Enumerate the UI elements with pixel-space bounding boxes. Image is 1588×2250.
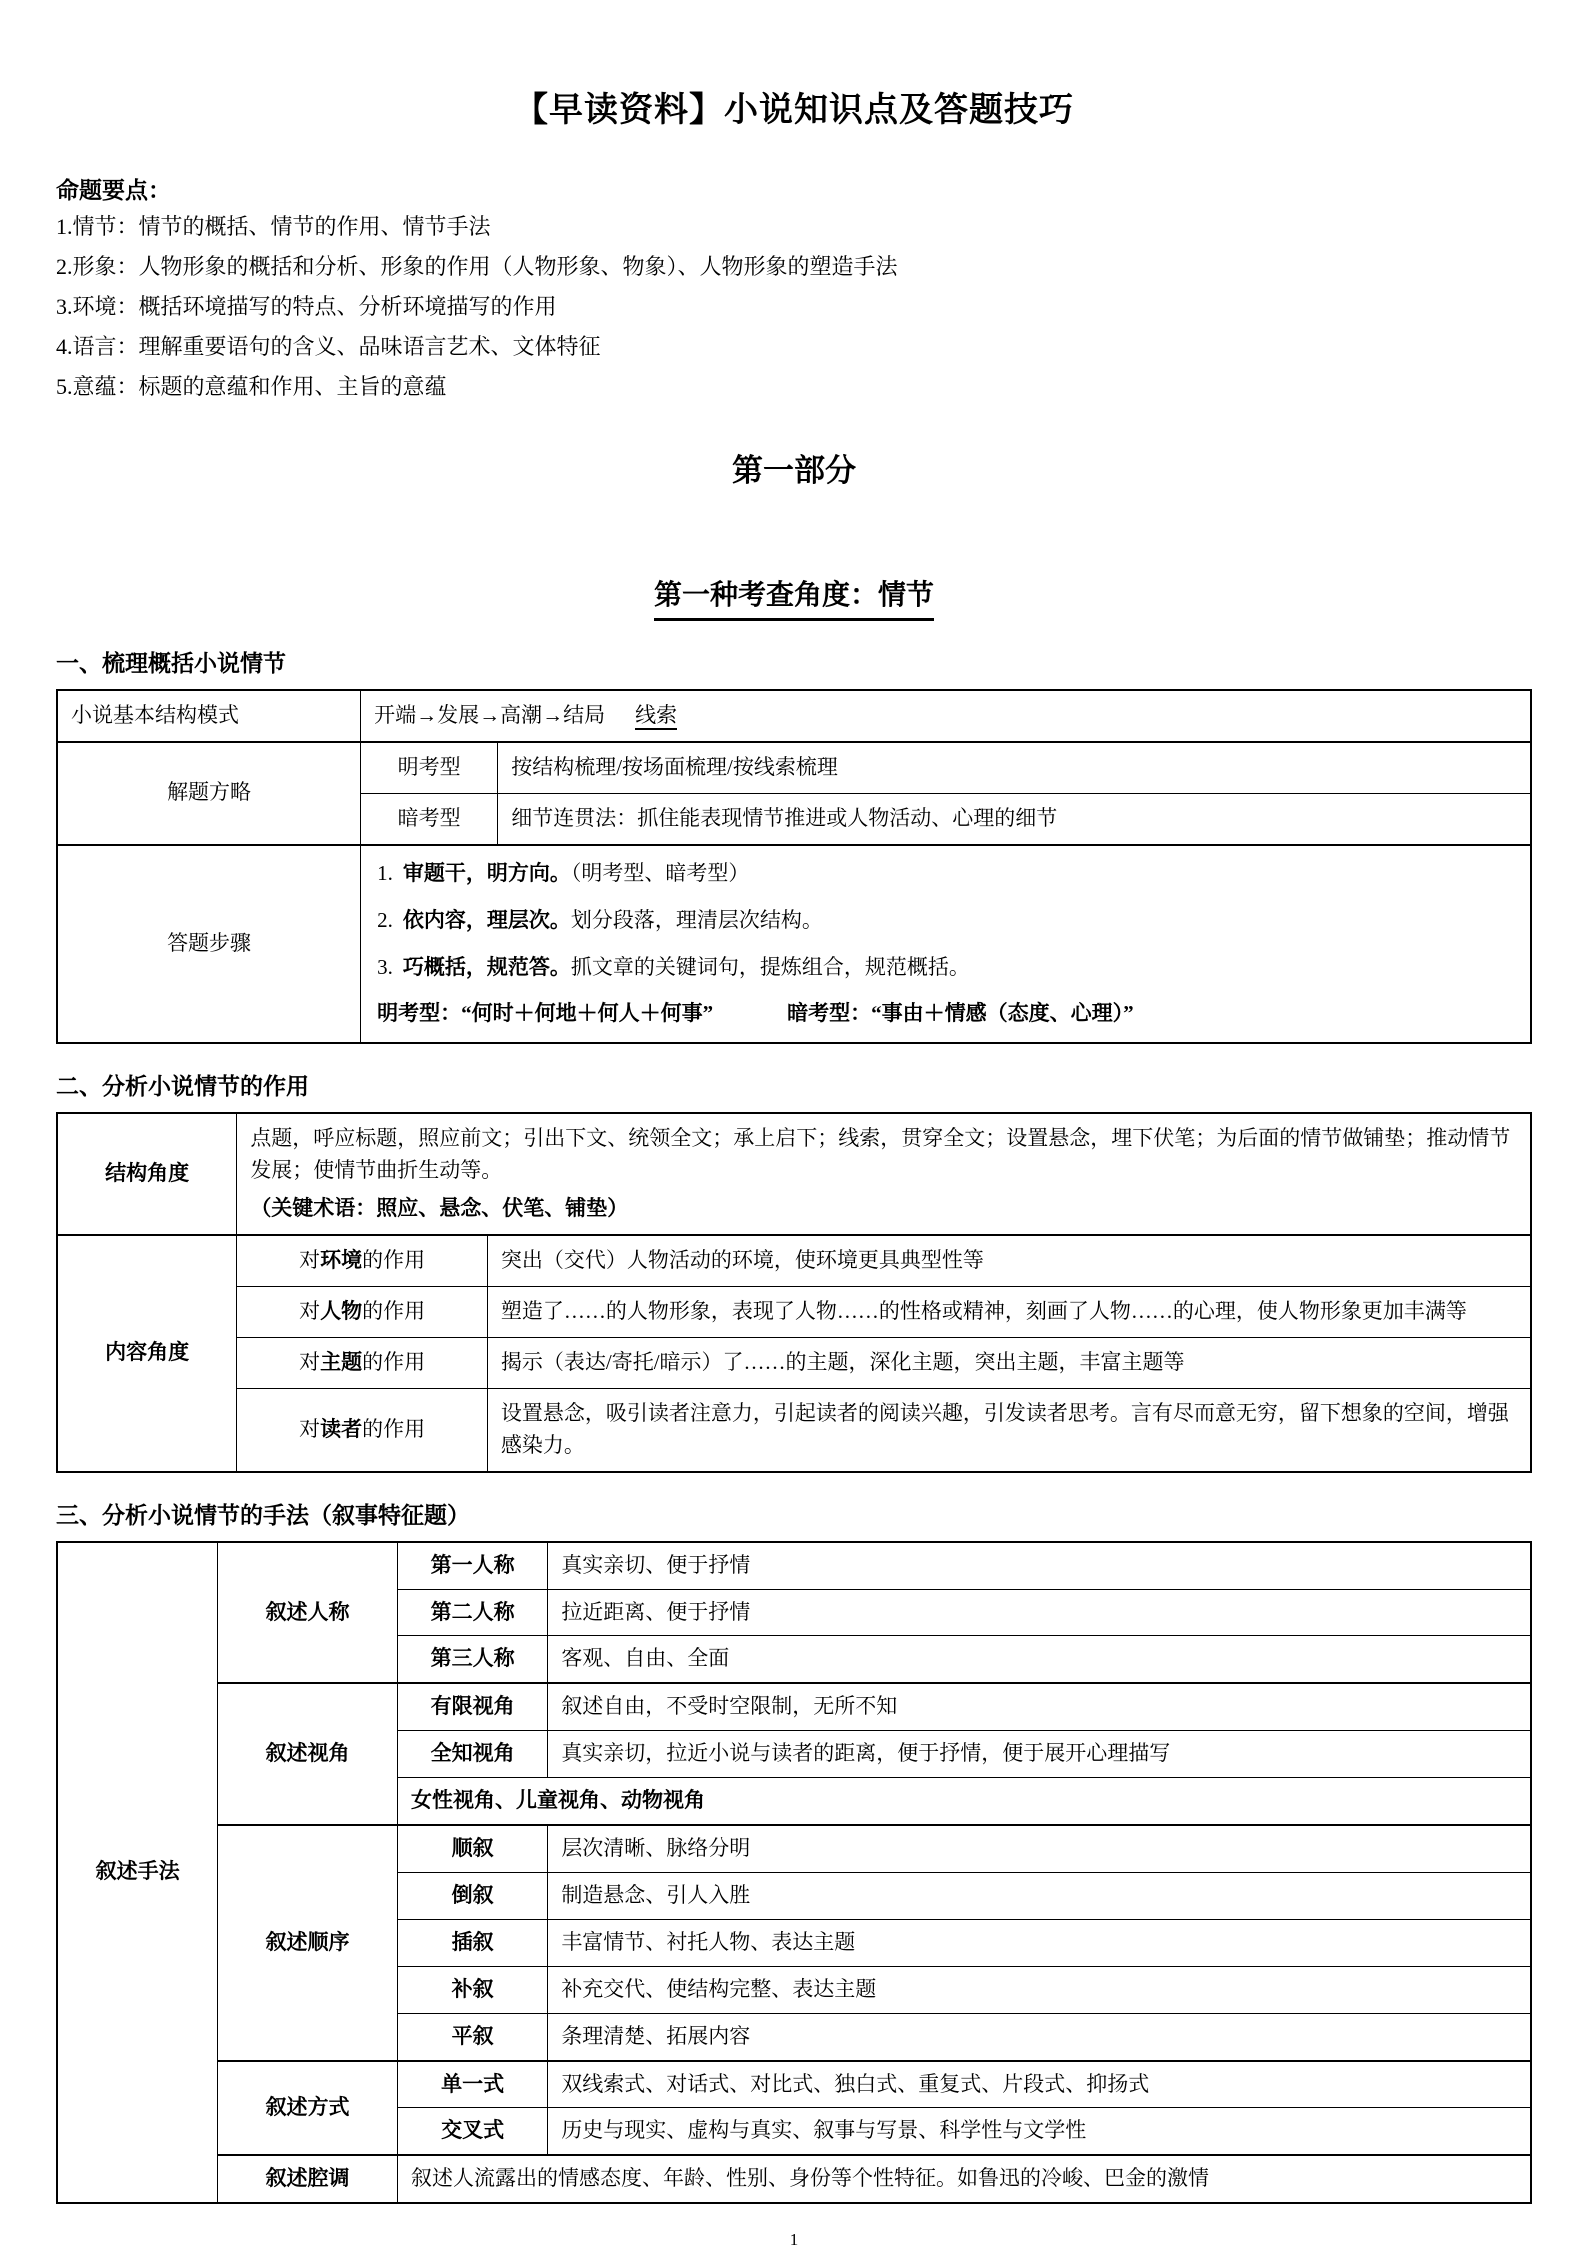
strategy-type: 暗考型 xyxy=(361,793,498,844)
term-cell: 交叉式 xyxy=(397,2108,547,2155)
plot-summary-table xyxy=(56,689,1532,1044)
narrative-method-label: 叙述手法 xyxy=(57,1542,218,2204)
desc-cell: 制造悬念、引人入胜 xyxy=(548,1872,1531,1919)
desc-cell: 客观、自由、全面 xyxy=(548,1636,1531,1683)
structure-angle-label: 结构角度 xyxy=(57,1113,237,1235)
angle-heading-wrap xyxy=(56,575,1532,621)
key-points-list xyxy=(56,207,1532,407)
function-target-cell xyxy=(237,1388,488,1471)
step-item xyxy=(377,858,1514,890)
function-desc: 揭示（表达/寄托/暗示）了……的主题，深化主题，突出主题，丰富主题等 xyxy=(487,1337,1531,1388)
page-title: 【早读资料】小说知识点及答题技巧 xyxy=(514,92,1074,129)
step-bold-text: 依内容，理层次。 xyxy=(402,907,571,932)
target-word: 人物 xyxy=(320,1298,363,1323)
step-item xyxy=(377,905,1514,937)
structure-clue: 线索 xyxy=(635,703,677,730)
table-row xyxy=(57,1388,1531,1471)
term-cell: 有限视角 xyxy=(397,1683,547,1730)
tone-desc-cell: 叙述人流露出的情感态度、年龄、性别、身份等个性特征。如鲁迅的冷峻、巴金的激情 xyxy=(397,2155,1531,2203)
target-suffix: 的作用 xyxy=(362,1248,426,1273)
narrative-order-label: 叙述顺序 xyxy=(218,1825,398,2061)
table-row xyxy=(57,1683,1531,1730)
step-number: 3. xyxy=(377,954,393,979)
step-item xyxy=(377,952,1514,984)
answer-formula xyxy=(377,998,1514,1030)
narrative-person-label: 叙述人称 xyxy=(218,1542,398,1684)
table-row xyxy=(57,1542,1531,1589)
section-1-heading: 一、梳理概括小说情节 xyxy=(56,651,286,676)
strategy-type: 明考型 xyxy=(361,742,498,793)
table-row xyxy=(57,845,1531,1044)
narrative-technique-table xyxy=(56,1541,1532,2205)
target-prefix: 对 xyxy=(299,1416,321,1441)
table-row xyxy=(57,2155,1531,2203)
target-suffix: 的作用 xyxy=(362,1349,426,1374)
term-cell: 单一式 xyxy=(397,2061,547,2108)
term-cell: 全知视角 xyxy=(397,1731,547,1778)
key-terms-note: （关键术语：照应、悬念、伏笔、铺垫） xyxy=(250,1196,629,1221)
strategy-desc: 按结构梳理/按场面梳理/按线索梳理 xyxy=(498,742,1531,793)
target-word: 环境 xyxy=(320,1248,363,1273)
steps-content xyxy=(361,845,1531,1044)
term-cell: 第三人称 xyxy=(397,1636,547,1683)
desc-cell: 拉近距离、便于抒情 xyxy=(548,1589,1531,1636)
table-row xyxy=(57,1235,1531,1286)
steps-label: 答题步骤 xyxy=(57,845,361,1044)
narrative-mode-label: 叙述方式 xyxy=(218,2061,398,2156)
table-row xyxy=(57,1337,1531,1388)
part-heading: 第一部分 xyxy=(732,453,856,488)
target-word: 读者 xyxy=(320,1416,363,1441)
content-angle-label: 内容角度 xyxy=(57,1235,237,1472)
desc-cell: 叙述自由，不受时空限制，无所不知 xyxy=(548,1683,1531,1730)
view-span-cell: 女性视角、儿童视角、动物视角 xyxy=(397,1778,1531,1825)
table-row xyxy=(57,1825,1531,1872)
desc-cell: 条理清楚、拓展内容 xyxy=(548,2013,1531,2060)
term-cell: 第二人称 xyxy=(397,1589,547,1636)
structure-angle-text: 点题，呼应标题，照应前文；引出下文、统领全文；承上启下；线索，贯穿全文；设置悬念，埋下伏笔；为后面的情节做铺垫；推动情节发展；使情节曲折生动等。 xyxy=(250,1126,1511,1183)
function-target-cell xyxy=(237,1235,488,1286)
formula-implicit: 暗考型：“事由＋情感（态度、心理）” xyxy=(787,1001,1134,1026)
step-number: 1. xyxy=(377,860,393,885)
page-number: 1 xyxy=(789,2230,799,2250)
desc-cell: 双线索式、对话式、对比式、独白式、重复式、片段式、抑扬式 xyxy=(548,2061,1531,2108)
function-desc: 设置悬念，吸引读者注意力，引起读者的阅读兴趣，引发读者思考。言有尽而意无穷，留下想象的空间，增强感染力。 xyxy=(487,1388,1531,1471)
section-2-heading: 二、分析小说情节的作用 xyxy=(56,1074,309,1100)
table-row xyxy=(57,690,1531,742)
desc-cell: 真实亲切、便于抒情 xyxy=(548,1542,1531,1589)
term-cell: 倒叙 xyxy=(397,1872,547,1919)
structure-mode-value xyxy=(361,690,1531,742)
structure-angle-content xyxy=(237,1113,1531,1235)
list-item: 3.环境：概括环境描写的特点、分析环境描写的作用 xyxy=(56,294,557,319)
desc-cell: 丰富情节、衬托人物、表达主题 xyxy=(548,1919,1531,1966)
list-item: 4.语言：理解重要语句的含义、品味语言艺术、文体特征 xyxy=(56,334,601,359)
target-word: 主题 xyxy=(320,1349,363,1374)
target-prefix: 对 xyxy=(299,1248,321,1273)
table-row xyxy=(57,1286,1531,1337)
function-desc: 突出（交代）人物活动的环境，使环境更具典型性等 xyxy=(487,1235,1531,1286)
list-item: 1.情节：情节的概括、情节的作用、情节手法 xyxy=(56,214,491,239)
term-cell: 平叙 xyxy=(397,2013,547,2060)
strategy-desc: 细节连贯法：抓住能表现情节推进或人物活动、心理的细节 xyxy=(498,793,1531,844)
list-item: 5.意蕴：标题的意蕴和作用、主旨的意蕴 xyxy=(56,374,447,399)
table-row xyxy=(57,742,1531,793)
narrative-tone-label: 叙述腔调 xyxy=(218,2155,398,2203)
desc-cell: 历史与现实、虚构与真实、叙事与写景、科学性与文学性 xyxy=(548,2108,1531,2155)
structure-mode-label: 小说基本结构模式 xyxy=(57,690,361,742)
step-rest-text: 抓文章的关键词句，提炼组合，规范概括。 xyxy=(570,954,970,979)
structure-sequence: 开端→发展→高潮→结局 xyxy=(374,703,606,727)
list-item: 2.形象：人物形象的概括和分析、形象的作用（人物形象、物象）、人物形象的塑造手法 xyxy=(56,254,898,279)
step-bold-text: 审题干，明方向。 xyxy=(402,860,571,885)
key-points-heading: 命题要点： xyxy=(56,178,171,203)
term-cell: 顺叙 xyxy=(397,1825,547,1872)
term-cell: 插叙 xyxy=(397,1919,547,1966)
desc-cell: 真实亲切，拉近小说与读者的距离，便于抒情，便于展开心理描写 xyxy=(548,1731,1531,1778)
step-rest-text: （明考型、暗考型） xyxy=(570,860,750,885)
desc-cell: 补充交代、使结构完整、表达主题 xyxy=(548,1966,1531,2013)
strategy-label: 解题方略 xyxy=(57,742,361,845)
function-target-cell xyxy=(237,1337,488,1388)
target-prefix: 对 xyxy=(299,1349,321,1374)
target-suffix: 的作用 xyxy=(362,1416,426,1441)
plot-function-table xyxy=(56,1112,1532,1472)
target-suffix: 的作用 xyxy=(362,1298,426,1323)
step-number: 2. xyxy=(377,907,393,932)
step-bold-text: 巧概括，规范答。 xyxy=(402,954,571,979)
table-row xyxy=(57,2061,1531,2108)
section-3-heading: 三、分析小说情节的手法（叙事特征题） xyxy=(56,1502,470,1528)
narrative-view-label: 叙述视角 xyxy=(218,1683,398,1825)
angle-heading: 第一种考查角度：情节 xyxy=(654,575,934,621)
term-cell: 补叙 xyxy=(397,1966,547,2013)
formula-explicit: 明考型：“何时＋何地＋何人＋何事” xyxy=(377,1001,714,1026)
term-cell: 第一人称 xyxy=(397,1542,547,1589)
table-row xyxy=(57,1113,1531,1235)
target-prefix: 对 xyxy=(299,1298,321,1323)
function-target-cell xyxy=(237,1286,488,1337)
step-rest-text: 划分段落，理清层次结构。 xyxy=(570,907,823,932)
desc-cell: 层次清晰、脉络分明 xyxy=(548,1825,1531,1872)
function-desc: 塑造了……的人物形象，表现了人物……的性格或精神，刻画了人物……的心理，使人物形象更加丰满等 xyxy=(487,1286,1531,1337)
